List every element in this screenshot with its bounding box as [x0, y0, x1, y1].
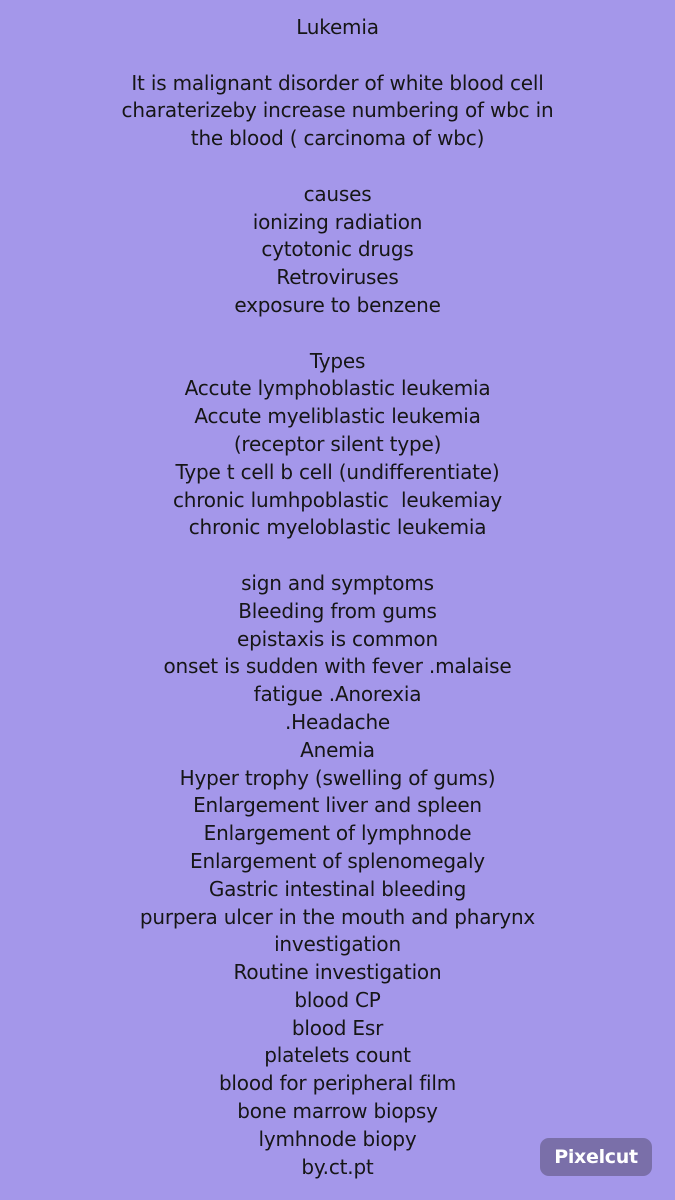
- spacer: [0, 153, 675, 181]
- type-item: Type t cell b cell (undifferentiate): [175, 459, 500, 484]
- cause-item: Retroviruses: [276, 265, 399, 290]
- sign-item: purpera ulcer in the mouth and pharynx: [139, 904, 536, 929]
- cause-item: ionizing radiation: [252, 209, 423, 234]
- pixelcut-watermark-badge: Pixelcut: [540, 1138, 652, 1176]
- footer-signature: by.ct.pt: [301, 1154, 374, 1179]
- investigation-heading: investigation: [274, 932, 401, 957]
- spacer: [0, 42, 675, 70]
- sign-item: Enlargement of lymphnode: [203, 821, 472, 846]
- spacer: [0, 320, 675, 348]
- investigation-item: platelets count: [264, 1043, 411, 1068]
- signs-heading: sign and symptoms: [241, 570, 434, 595]
- sign-item: Anemia: [300, 737, 375, 762]
- investigation-item: blood for peripheral film: [218, 1071, 457, 1096]
- sign-item: Enlargement liver and spleen: [193, 793, 482, 818]
- type-item: (receptor silent type): [233, 431, 442, 456]
- investigation-item: blood CP: [294, 987, 381, 1012]
- type-item: Accute lymphoblastic leukemia: [184, 376, 491, 401]
- investigation-item: lymhnode biopy: [258, 1126, 417, 1151]
- sign-item: Bleeding from gums: [238, 598, 437, 623]
- types-heading: Types: [309, 348, 366, 373]
- sign-item: epistaxis is common: [237, 626, 438, 651]
- cause-item: cytotonic drugs: [261, 237, 414, 262]
- sign-item: Hyper trophy (swelling of gums): [179, 765, 496, 790]
- notes-page: [0, 14, 675, 1181]
- sign-item: Enlargement of splenomegaly: [190, 848, 485, 873]
- sign-item: Gastric intestinal bleeding: [208, 876, 467, 901]
- investigation-item: blood Esr: [291, 1015, 384, 1040]
- investigation-item: Routine investigation: [233, 960, 442, 985]
- definition-line: charaterizeby increase numbering of wbc in: [121, 98, 554, 123]
- causes-heading: causes: [303, 181, 372, 206]
- investigation-item: bone marrow biopsy: [237, 1099, 438, 1124]
- definition-line: the blood ( carcinoma of wbc): [190, 126, 485, 151]
- sign-item: .Headache: [284, 709, 391, 734]
- type-item: Accute myeliblastic leukemia: [194, 404, 481, 429]
- definition-line: It is malignant disorder of white blood cell: [131, 70, 544, 95]
- page-title: Lukemia: [296, 15, 379, 39]
- sign-item: fatigue .Anorexia: [253, 682, 422, 707]
- sign-item: onset is sudden with fever .malaise: [163, 654, 512, 679]
- type-item: chronic myeloblastic leukemia: [188, 515, 487, 540]
- cause-item: exposure to benzene: [234, 292, 441, 317]
- spacer: [0, 542, 675, 570]
- type-item: chronic lumhpoblastic leukemiay: [172, 487, 503, 512]
